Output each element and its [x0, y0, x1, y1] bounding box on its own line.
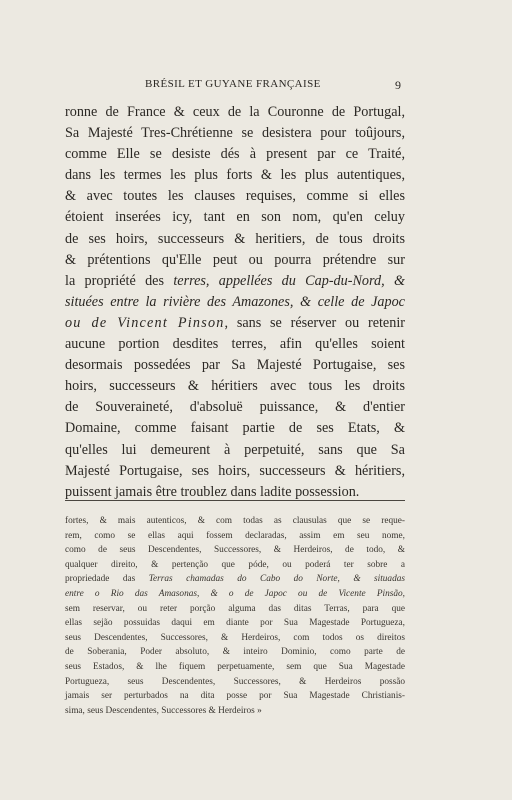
italic-line: situées entre la rivière des Amazones, & celle de Japoc [65, 293, 405, 310]
text-line: de ses hoirs, successeurs & heritiers, de tous droits [65, 230, 405, 247]
text-line: & prétentions qu'Elle peut ou pourra prétendre sur [65, 251, 405, 268]
footnote-line: seus Descendentes, Successores, & Herdeiros, com todos os direitos [65, 632, 405, 643]
footnote-rule [65, 500, 405, 501]
text-line: comme Elle se desiste dés à present par ce Traité, [65, 146, 405, 163]
text-line: étoient inserées icy, tant en son nom, qu'en celuy [65, 209, 405, 226]
main-text [65, 102, 405, 503]
footnote-line: ellas sejão possuidas daqui em diante por Sua Magestade Portugueza, [65, 618, 405, 629]
text-line: Majesté Portugaise, ses hoirs, successeurs & héritiers, [65, 462, 405, 479]
running-title: BRÉSIL ET GUYANE FRANÇAISE [145, 78, 321, 90]
footnote-italic-line: entre o Rio das Amasonas, & o de Japoc ou de Vicente Pinsão, [65, 588, 405, 599]
text-line-mixed [65, 271, 405, 292]
italic-span: ou de Vincent Pinson [65, 314, 225, 331]
footnote-line: sima, seus Descendentes, Successores & Herdeiros » [65, 705, 262, 716]
footnote-line: Portugueza, seus Descendentes, Successores, & Herdeiros possão [65, 676, 405, 687]
running-header [0, 78, 512, 94]
footnote-line: jamais ser perturbados na dita posse por Sua Magestade Christianis- [65, 691, 405, 702]
footnote-line: fortes, & mais autenticos, & com todas as clausulas que se reque- [65, 516, 405, 526]
footnote-line: como de seus Descendentes, Successores, & Herdeiros, de todo, & [65, 545, 405, 556]
footnote-span: propriedade das [65, 574, 149, 585]
text-span: , sans se réserver ou retenir [224, 314, 405, 331]
text-line: hoirs, successeurs & héritiers avec tous les droits [65, 378, 405, 395]
footnote-line: qualquer direito, & pertenção que póde, ou poderá ter sobre a [65, 559, 405, 570]
text-line: & avec toutes les clauses requises, comme si elles [65, 188, 405, 205]
footnote-line: seus Estados, & lhe fiquem perpetuamente, sem que Sua Magestade [65, 661, 405, 672]
text-line: dans les termes les plus forts & les plus autentiques, [65, 167, 405, 184]
footnote-line: de Soberania, Poder absoluto, & inteiro Dominio, como parte de [65, 647, 405, 658]
footnote-italic-span: Terras chamadas do Cabo do Norte, & situadas [148, 574, 405, 585]
footnote [65, 514, 405, 718]
text-line: puissent jamais être troublez dans ladite possession. [65, 483, 360, 500]
text-line: aucune portion desdites terres, afin qu'elles soient [65, 336, 405, 353]
text-line: Sa Majesté Tres-Chrétienne se desistera pour toûjours, [65, 125, 405, 142]
footnote-line-mixed [65, 572, 405, 587]
text-line: Domaine, comme faisant partie de ses Etats, & [65, 420, 405, 437]
page-number: 9 [395, 78, 402, 92]
text-line: qu'elles lui demeurent à perpetuité, sans que Sa [65, 441, 405, 458]
text-span: la propriété des [65, 272, 174, 289]
text-line: de Souveraineté, d'absoluë puissance, & d'entier [65, 399, 405, 416]
text-line: desormais possedées par Sa Majesté Portugaise, ses [65, 357, 405, 374]
italic-span: terres, appellées du Cap-du-Nord, & [173, 272, 406, 289]
text-line: ronne de France & ceux de la Couronne de Portugal, [65, 104, 405, 120]
footnote-line: rem, como se ellas aqui fossem declaradas, assim em seu nome, [65, 530, 405, 541]
text-line-mixed [65, 313, 405, 334]
footnote-line: sem reservar, ou reter porção alguma das ditas Terras, para que [65, 603, 405, 614]
